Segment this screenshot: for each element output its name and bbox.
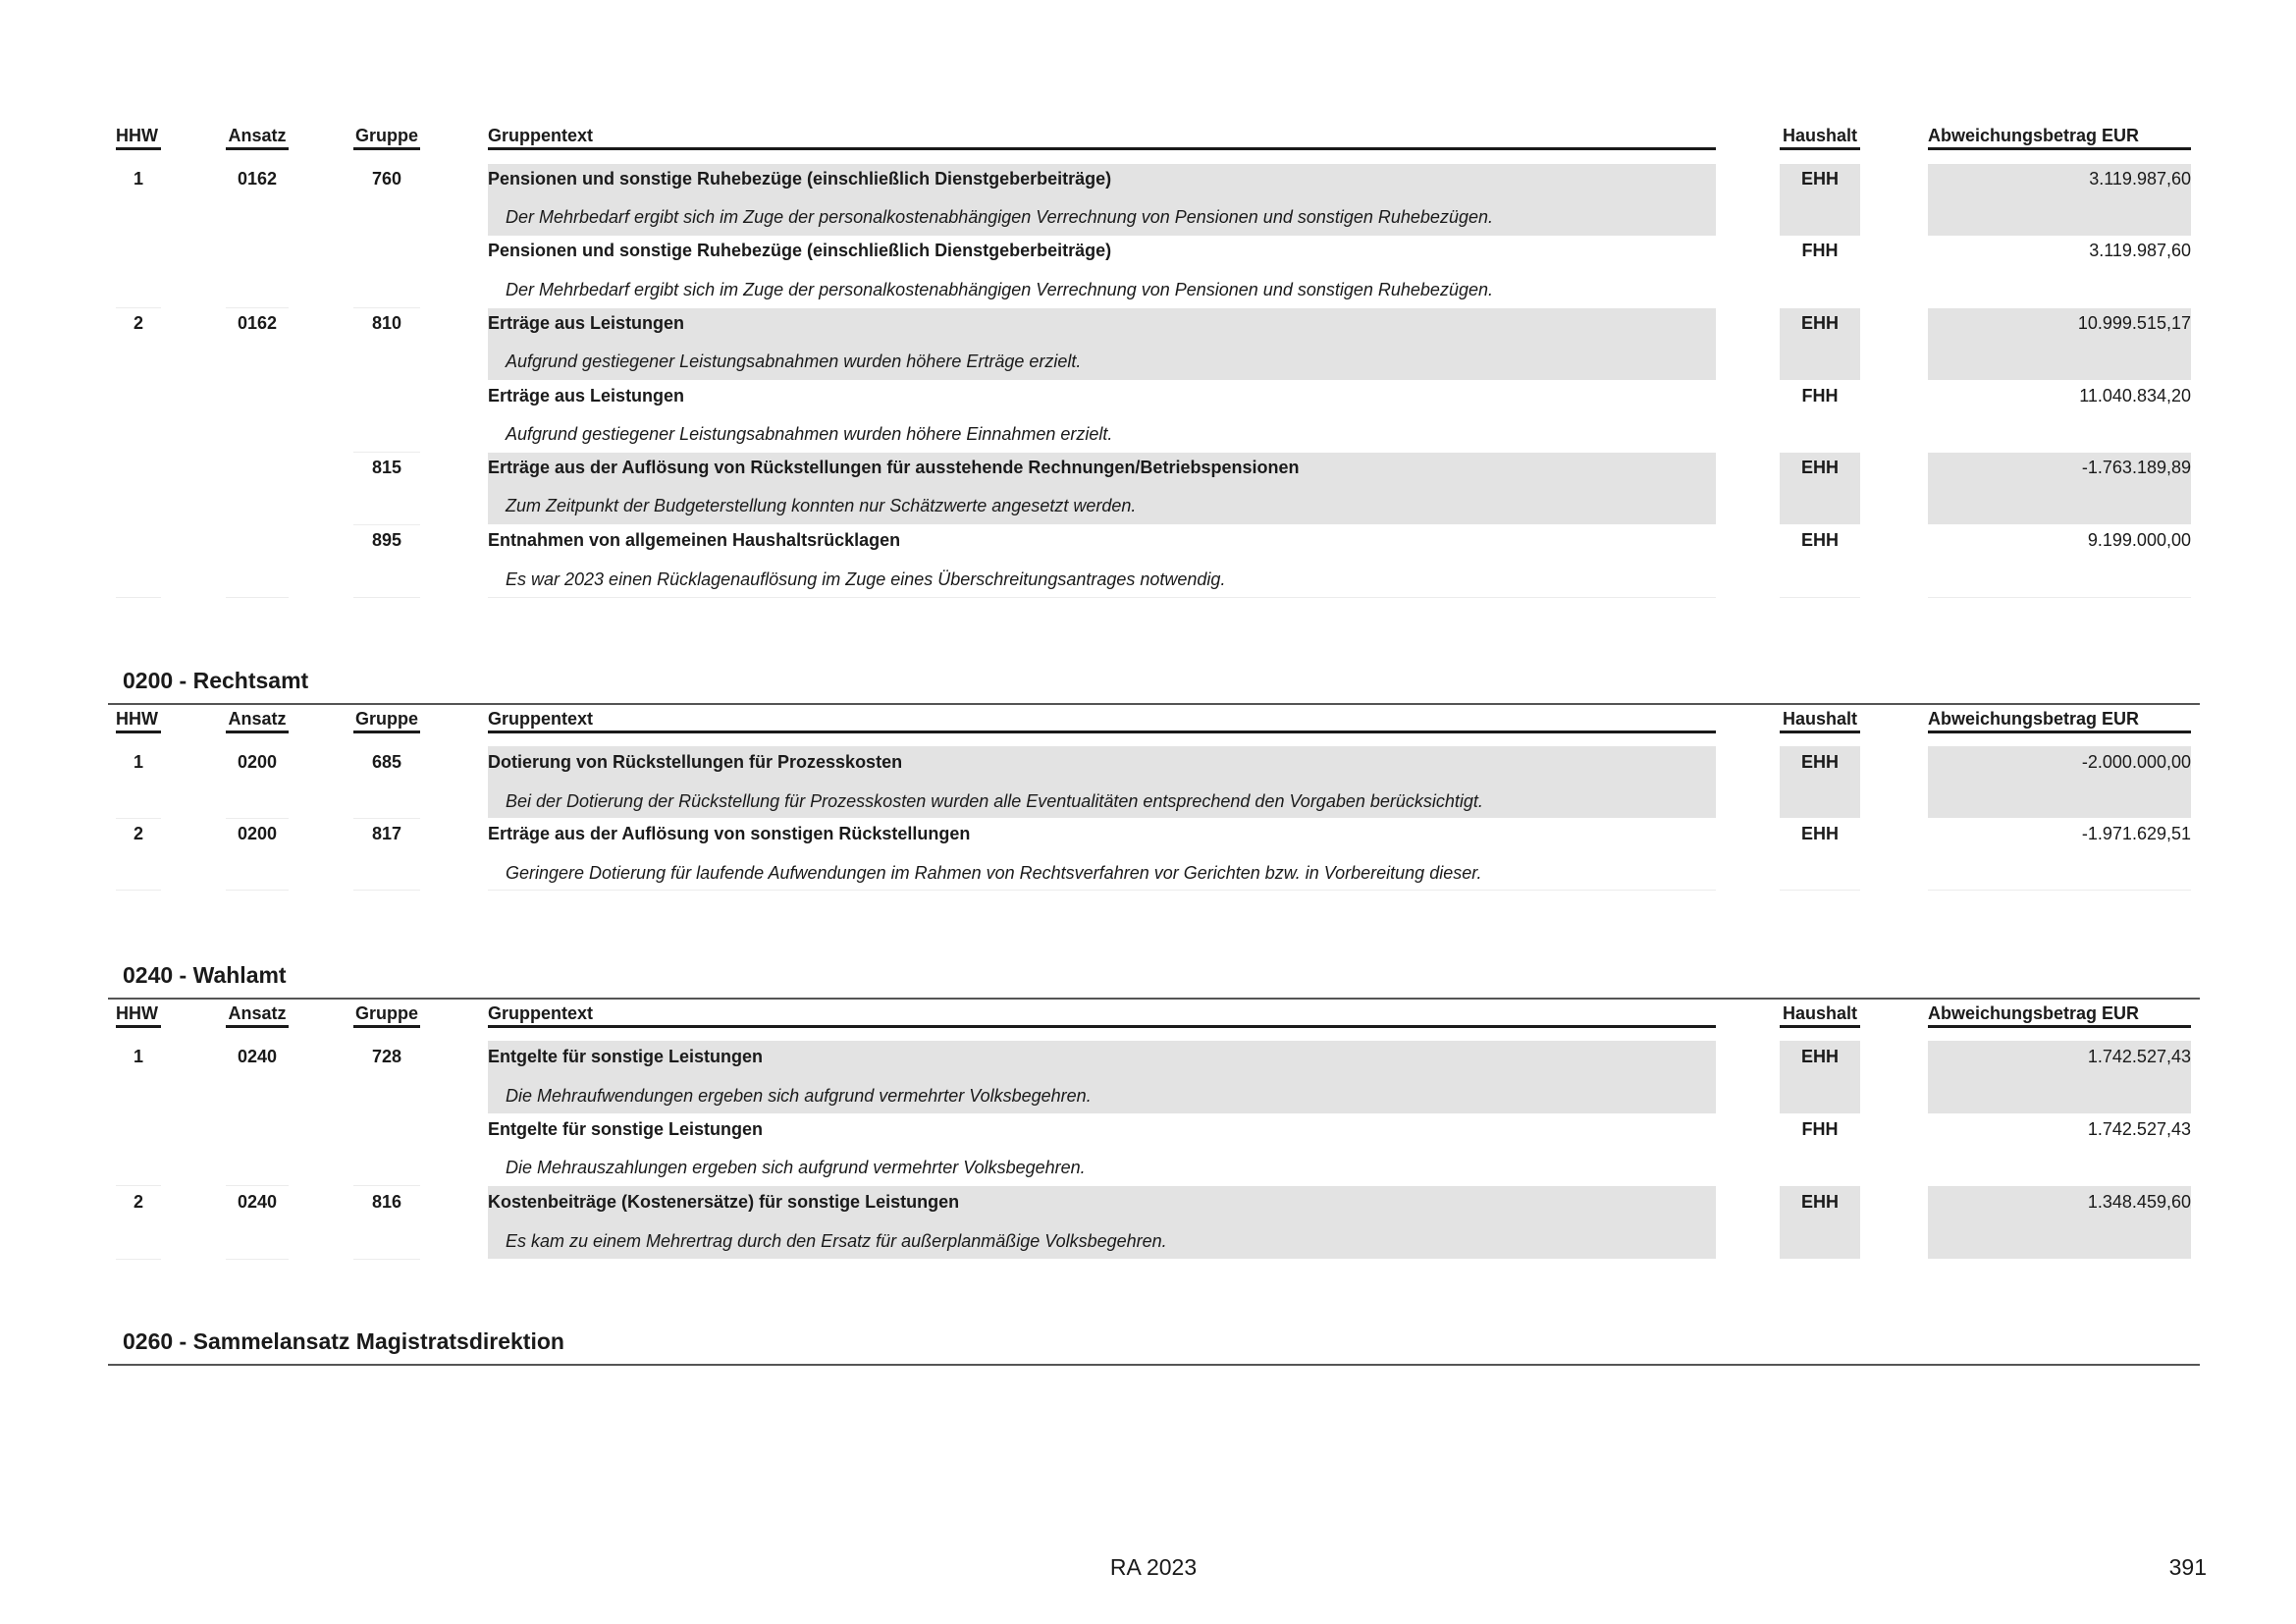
col-header-gruppentext: Gruppentext <box>488 1003 594 1023</box>
cell-note: Der Mehrbedarf ergibt sich im Zuge der personalkostenabhängigen Verrechnung von Pensionen und sonstigen Ruhebezügen. <box>506 280 1493 299</box>
cell-gruppentext: Entgelte für sonstige Leistungen <box>488 1119 764 1139</box>
cell-note: Aufgrund gestiegener Leistungsabnahmen wurden höhere Einnahmen erzielt. <box>506 424 1113 444</box>
cell-hhw: 1 <box>133 752 143 772</box>
col-header-ansatz: Ansatz <box>228 126 287 145</box>
cell-gruppe: 816 <box>371 1192 402 1212</box>
cell-amount: 3.119.987,60 <box>2089 169 2191 189</box>
cell-ansatz: 0162 <box>237 313 278 333</box>
cell-amount: 3.119.987,60 <box>2089 241 2191 260</box>
cell-ansatz: 0240 <box>237 1192 278 1212</box>
cell-gruppe: 895 <box>371 530 402 550</box>
cell-haushalt: EHH <box>1800 1047 1839 1066</box>
cell-haushalt: EHH <box>1800 1192 1839 1212</box>
cell-note: Geringere Dotierung für laufende Aufwendungen im Rahmen von Rechtsverfahren vor Gerichten bzw. in Vorbereitung dieser. <box>506 863 1482 883</box>
cell-amount: -1.971.629,51 <box>2081 824 2191 843</box>
cell-haushalt: EHH <box>1800 313 1839 333</box>
cell-gruppentext: Erträge aus der Auflösung von sonstigen Rückstellungen <box>488 824 971 843</box>
cell-ansatz: 0162 <box>237 169 278 189</box>
cell-haushalt: FHH <box>1801 241 1839 260</box>
cell-note: Es kam zu einem Mehrertrag durch den Ersatz für außerplanmäßige Volksbegehren. <box>506 1231 1167 1251</box>
cell-ansatz: 0200 <box>237 824 278 843</box>
page-number: 391 <box>2168 1554 2207 1580</box>
cell-gruppentext: Kostenbeiträge (Kostenersätze) für sonstige Leistungen <box>488 1192 960 1212</box>
cell-note: Zum Zeitpunkt der Budgeterstellung konnten nur Schätzwerte angesetzt werden. <box>506 496 1137 515</box>
cell-amount: 10.999.515,17 <box>2077 313 2191 333</box>
col-header-betrag: Abweichungsbetrag EUR <box>1928 709 2140 729</box>
col-header-haushalt: Haushalt <box>1782 126 1858 145</box>
cell-note: Bei der Dotierung der Rückstellung für Prozesskosten wurden alle Eventualitäten entsprechend den Vorgaben berücksichtigt. <box>506 791 1483 811</box>
cell-gruppentext: Dotierung von Rückstellungen für Prozesskosten <box>488 752 903 772</box>
cell-gruppe: 815 <box>371 458 402 477</box>
cell-haushalt: EHH <box>1800 458 1839 477</box>
cell-amount: 1.742.527,43 <box>2087 1119 2191 1139</box>
cell-gruppe: 728 <box>371 1047 402 1066</box>
cell-amount: 1.348.459,60 <box>2087 1192 2191 1212</box>
cell-hhw: 2 <box>133 1192 143 1212</box>
cell-haushalt: EHH <box>1800 752 1839 772</box>
cell-amount: 11.040.834,20 <box>2079 386 2191 406</box>
cell-note: Die Mehrauszahlungen ergeben sich aufgrund vermehrter Volksbegehren. <box>506 1158 1086 1177</box>
cell-haushalt: EHH <box>1800 169 1839 189</box>
cell-gruppentext: Pensionen und sonstige Ruhebezüge (einschließlich Dienstgeberbeiträge) <box>488 241 1112 260</box>
cell-gruppentext: Erträge aus Leistungen <box>488 313 685 333</box>
cell-gruppentext: Pensionen und sonstige Ruhebezüge (einschließlich Dienstgeberbeiträge) <box>488 169 1112 189</box>
cell-amount: -2.000.000,00 <box>2081 752 2191 772</box>
cell-gruppentext: Entgelte für sonstige Leistungen <box>488 1047 764 1066</box>
cell-haushalt: FHH <box>1801 1119 1839 1139</box>
cell-haushalt: EHH <box>1800 530 1839 550</box>
cell-gruppe: 685 <box>371 752 402 772</box>
cell-note: Aufgrund gestiegener Leistungsabnahmen wurden höhere Erträge erzielt. <box>506 352 1082 371</box>
cell-amount: 1.742.527,43 <box>2087 1047 2191 1066</box>
cell-gruppentext: Erträge aus Leistungen <box>488 386 685 406</box>
cell-amount: 9.199.000,00 <box>2087 530 2191 550</box>
cell-gruppe: 760 <box>371 169 402 189</box>
cell-hhw: 2 <box>133 313 143 333</box>
cell-gruppentext: Erträge aus der Auflösung von Rückstellungen für ausstehende Rechnungen/Betriebspensionen <box>488 458 1300 477</box>
footer-report-label: RA 2023 <box>1109 1554 1198 1580</box>
col-header-haushalt: Haushalt <box>1782 709 1858 729</box>
section-title-rechtsamt: 0200 - Rechtsamt <box>123 668 309 693</box>
cell-gruppe: 817 <box>371 824 402 843</box>
col-header-ansatz: Ansatz <box>228 1003 287 1023</box>
col-header-gruppentext: Gruppentext <box>488 126 594 145</box>
cell-hhw: 1 <box>133 169 143 189</box>
section-title-wahlamt: 0240 - Wahlamt <box>123 962 287 988</box>
col-header-hhw: HHW <box>116 709 158 729</box>
cell-ansatz: 0200 <box>237 752 278 772</box>
col-header-gruppe: Gruppe <box>354 126 418 145</box>
col-header-gruppe: Gruppe <box>354 1003 418 1023</box>
col-header-haushalt: Haushalt <box>1782 1003 1858 1023</box>
col-header-gruppe: Gruppe <box>354 709 418 729</box>
cell-gruppe: 810 <box>371 313 402 333</box>
cell-note: Die Mehraufwendungen ergeben sich aufgrund vermehrter Volksbegehren. <box>506 1086 1092 1106</box>
cell-note: Der Mehrbedarf ergibt sich im Zuge der personalkostenabhängigen Verrechnung von Pensionen und sonstigen Ruhebezügen. <box>506 207 1493 227</box>
col-header-betrag: Abweichungsbetrag EUR <box>1928 126 2140 145</box>
col-header-hhw: HHW <box>116 126 158 145</box>
col-header-ansatz: Ansatz <box>228 709 287 729</box>
cell-note: Es war 2023 einen Rücklagenauflösung im Zuge eines Überschreitungsantrages notwendig. <box>506 569 1226 589</box>
cell-haushalt: FHH <box>1801 386 1839 406</box>
cell-gruppentext: Entnahmen von allgemeinen Haushaltsrücklagen <box>488 530 901 550</box>
col-header-hhw: HHW <box>116 1003 158 1023</box>
section-title-sammelansatz: 0260 - Sammelansatz Magistratsdirektion <box>123 1328 564 1354</box>
cell-amount: -1.763.189,89 <box>2081 458 2191 477</box>
col-header-betrag: Abweichungsbetrag EUR <box>1928 1003 2140 1023</box>
cell-ansatz: 0240 <box>237 1047 278 1066</box>
cell-haushalt: EHH <box>1800 824 1839 843</box>
cell-hhw: 1 <box>133 1047 143 1066</box>
cell-hhw: 2 <box>133 824 143 843</box>
col-header-gruppentext: Gruppentext <box>488 709 594 729</box>
